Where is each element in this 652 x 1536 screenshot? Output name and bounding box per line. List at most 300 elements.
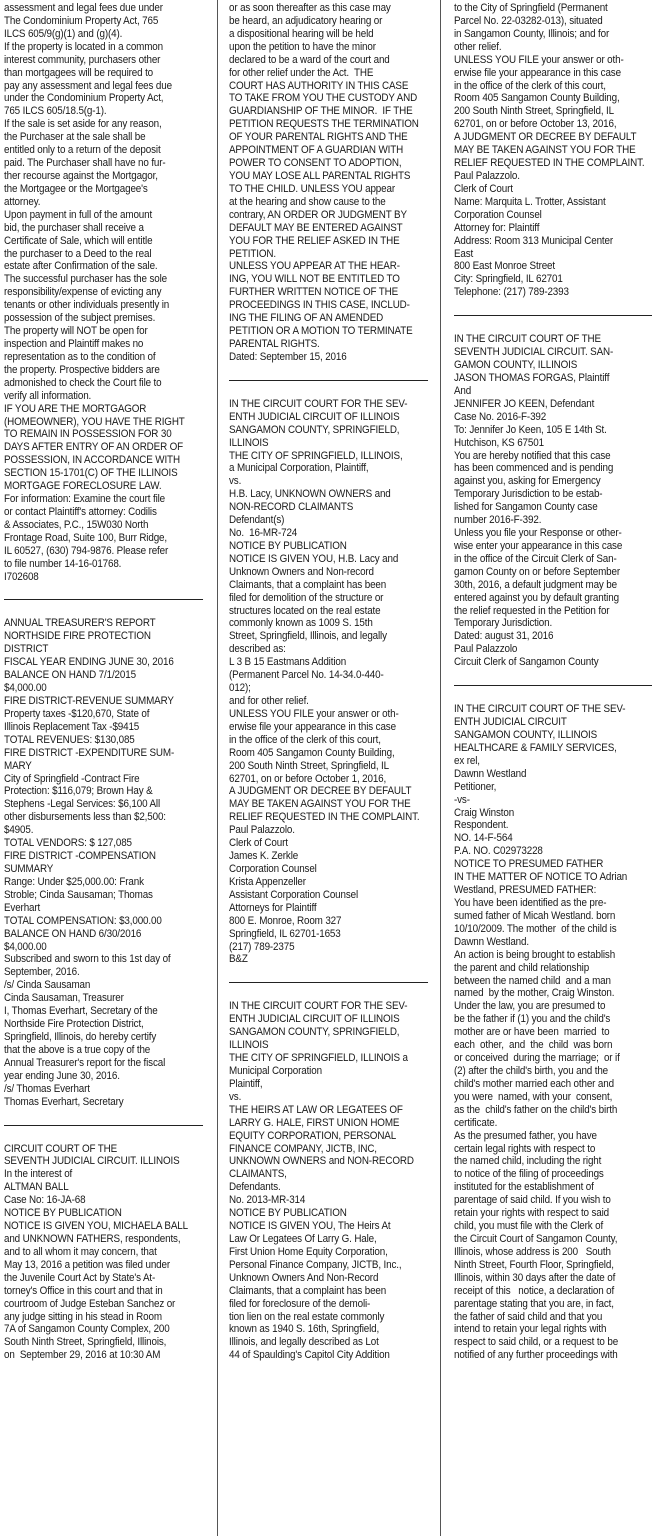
notice-line: IN THE CIRCUIT COURT OF THE SEV- <box>454 703 626 716</box>
notice-line: ENTH JUDICIAL CIRCUIT OF ILLINOIS <box>229 1013 400 1026</box>
notice-line: the father of said child and that you <box>454 1310 603 1323</box>
notice-line: parentage of said child. If you wish to <box>454 1194 611 1207</box>
notice-line: $4,000.00 <box>4 682 47 695</box>
notice-line: No. 2013-MR-314 <box>229 1194 306 1207</box>
notice-line: on September 29, 2016 at 10:30 AM <box>4 1349 161 1362</box>
notice-line: And <box>454 384 472 397</box>
notice-line: 800 E. Monroe, Room 327 <box>229 914 342 927</box>
notice-line: for other relief under the Act. THE <box>229 66 374 79</box>
notice-line: number 2016-F-392. <box>454 514 542 527</box>
notice-line: EQUITY CORPORATION, PERSONAL <box>229 1129 397 1142</box>
notice-line: possession of the subject premises. <box>4 312 156 325</box>
notice-line: To: Jennifer Jo Keen, 105 E 14th St. <box>454 423 607 436</box>
notice-line: ILCS 605/9(g)(1) and (g)(4). <box>4 27 123 40</box>
notice-line: responsibility/expense of evicting any <box>4 286 162 299</box>
notice-line: City: Springfield, IL 62701 <box>454 273 563 286</box>
notice-line: ING, YOU WILL NOT BE ENTITLED TO <box>229 273 400 286</box>
notice-line: Telephone: (217) 789-2393 <box>454 286 569 299</box>
notice-line: upon the petition to have the minor <box>229 40 376 53</box>
notice-line: I, Thomas Everhart, Secretary of the <box>4 1005 158 1018</box>
notice-line: NOTICE IS GIVEN YOU, The Heirs At <box>229 1220 391 1233</box>
notice-line: certificate. <box>454 1116 498 1129</box>
notice-line: Parcel No. 22-03282-013), situated <box>454 14 603 27</box>
notice-line: TOTAL VENDORS: $ 127,085 <box>4 837 132 850</box>
notice-line: as the child's father on the child's birth <box>454 1103 618 1116</box>
notice-line: other relief. <box>454 40 502 53</box>
column-2 <box>229 2 428 1362</box>
notice-line: (HOMEOWNER), YOU HAVE THE RIGHT <box>4 415 185 428</box>
notice-line: Range: Under $25,000.00: Frank <box>4 875 144 888</box>
notice-line: Illinois, whose address is 200 South <box>454 1245 611 1258</box>
notice-line: FINANCE COMPANY, JICTB, INC, <box>229 1142 377 1155</box>
notice-line: at the hearing and show cause to the <box>229 195 386 208</box>
notice-line: As the presumed father, you have <box>454 1129 597 1142</box>
notice-line: intend to retain your legal rights with <box>454 1323 607 1336</box>
notice-line: vs. <box>229 1090 242 1103</box>
notice-line: Personal Finance Company, JICTB, Inc., <box>229 1258 402 1271</box>
notice-line: Certificate of Sale, which will entitle <box>4 234 153 247</box>
notice-line: SEVENTH JUDICIAL CIRCUIT. ILLINOIS <box>4 1155 180 1168</box>
notice-line: Claimants, that a complaint has been <box>229 578 387 591</box>
legal-notice <box>4 617 203 1108</box>
notice-line: PARENTAL RIGHTS. <box>229 337 320 350</box>
notice-line: retain your rights with respect to said <box>454 1207 610 1220</box>
notice-line: instituted for the establishment of <box>454 1181 594 1194</box>
notice-line: Law Or Legatees Of Larry G. Hale, <box>229 1232 377 1245</box>
notice-line: a dispositional hearing will be held <box>229 27 374 40</box>
notice-line: Unknown Owners and Non-record <box>229 565 374 578</box>
notice-line: or as soon thereafter as this case may <box>229 2 391 14</box>
notice-line: Everhart <box>4 901 41 914</box>
notice-line: Subscribed and sworn to this 1st day of <box>4 953 171 966</box>
legal-notice <box>454 2 652 299</box>
notice-line: admonished to check the Court file to <box>4 376 162 389</box>
notice-line: B&Z <box>229 953 248 966</box>
notice-line: UNKNOWN OWNERS and NON-RECORD <box>229 1155 414 1168</box>
notice-line: For information: Examine the court file <box>4 493 166 506</box>
notice-line: Paul Palazzolo <box>454 643 518 656</box>
notice-line: ILLINOIS <box>229 436 269 449</box>
notice-separator <box>454 315 652 316</box>
notice-line: BALANCE ON HAND 7/1/2015 <box>4 669 136 682</box>
notice-line: 765 ILCS 605/18.5(g-1). <box>4 105 107 118</box>
notice-line: estate after Confirmation of the sale. <box>4 260 158 273</box>
notice-line: $4,000.00 <box>4 940 47 953</box>
notice-line: RELIEF REQUESTED IN THE COMPLAINT. <box>229 811 420 824</box>
notice-line: COURT HAS AUTHORITY IN THIS CASE <box>229 79 409 92</box>
notice-line: Thomas Everhart, Secretary <box>4 1095 124 1108</box>
notice-line: (217) 789-2375 <box>229 940 295 953</box>
notice-line: the Juvenile Court Act by State's At- <box>4 1271 156 1284</box>
notice-line: Stroble; Cinda Sausaman; Thomas <box>4 888 153 901</box>
notice-line: Dawnn Westland. <box>454 935 529 948</box>
notice-line: torney's Office in this court and that in <box>4 1284 163 1297</box>
notice-line: DISTRICT <box>4 643 49 656</box>
notice-line: ENTH JUDICIAL CIRCUIT OF ILLINOIS <box>229 410 400 423</box>
notice-line: THE CITY OF SPRINGFIELD, ILLINOIS, <box>229 449 403 462</box>
notice-line: IN THE CIRCUIT COURT FOR THE SEV- <box>229 1000 408 1013</box>
legal-notice <box>229 398 428 967</box>
notice-separator <box>4 599 203 600</box>
notice-line: Northside Fire Protection District, <box>4 1018 144 1031</box>
notice-line: entered against you by default granting <box>454 591 619 604</box>
notice-line: James K. Zerkle <box>229 850 299 863</box>
notice-line: TOTAL REVENUES: $130,085 <box>4 733 135 746</box>
notice-line: SANGAMON COUNTY, SPRINGFIELD, <box>229 423 400 436</box>
notice-line: POSSESSION, IN ACCORDANCE WITH <box>4 454 180 467</box>
notice-line: the parent and child relationship <box>454 961 590 974</box>
notice-line: You are hereby notified that this case <box>454 449 611 462</box>
notice-line: ENTH JUDICIAL CIRCUIT <box>454 716 567 729</box>
legal-notice <box>4 1143 203 1363</box>
notice-line: 7A of Sangamon County Complex, 200 <box>4 1323 170 1336</box>
notice-line: Plaintiff, <box>229 1077 263 1090</box>
notice-line: YOU MAY LOSE ALL PARENTAL RIGHTS <box>229 169 411 182</box>
notice-line: assessment and legal fees due under <box>4 2 163 14</box>
notice-line: PROCEEDINGS IN THIS CASE, INCLUD- <box>229 299 410 312</box>
notice-line: NOTICE BY PUBLICATION <box>4 1207 122 1220</box>
notice-line: has been commenced and is pending <box>454 462 614 475</box>
notice-line: NO. 14-F-564 <box>454 832 513 845</box>
notice-line: 800 East Monroe Street <box>454 260 555 273</box>
notice-line: parentage stating that you are, in fact, <box>454 1297 614 1310</box>
notice-line: IN THE MATTER OF NOTICE TO Adrian <box>454 871 628 884</box>
notice-line: attorney. <box>4 195 41 208</box>
notice-line: commonly known as 1009 S. 15th <box>229 617 373 630</box>
notice-line: East <box>454 247 474 260</box>
notice-line: RELIEF REQUESTED IN THE COMPLAINT. <box>454 157 645 170</box>
notice-line: Corporation Counsel <box>454 208 542 221</box>
notice-line: contrary, AN ORDER OR JUDGMENT BY <box>229 208 407 221</box>
notice-line: sumed father of Micah Westland. born <box>454 909 616 922</box>
notice-line: Illinois Replacement Tax -$9415 <box>4 720 140 733</box>
notice-line: than mortgagees will be required to <box>4 66 154 79</box>
notice-line: under the Condominium Property Act, <box>4 92 164 105</box>
notice-line: 200 South Ninth Street, Springfield, IL <box>454 105 614 118</box>
notice-line: 200 South Ninth Street, Springfield, IL <box>229 759 389 772</box>
notice-line: and UNKNOWN FATHERS, respondents, <box>4 1232 181 1245</box>
legal-notice <box>229 2 428 364</box>
notice-line: Name: Marquita L. Trotter, Assistant <box>454 195 606 208</box>
notice-line: DEFAULT MAY BE ENTERED AGAINST <box>229 221 403 234</box>
notice-line: September, 2016. <box>4 966 80 979</box>
notice-line: First Union Home Equity Corporation, <box>229 1245 388 1258</box>
notice-line: named by the mother, Craig Winston. <box>454 987 615 1000</box>
notice-separator <box>454 685 652 686</box>
notice-line: Springfield, IL 62701-1653 <box>229 927 341 940</box>
notice-line: Temporary Jurisdiction. <box>454 617 553 630</box>
notice-line: TO THE CHILD. UNLESS YOU appear <box>229 182 395 195</box>
notice-line: If the property is located in a common <box>4 40 163 53</box>
notice-line: Respondent. <box>454 819 509 832</box>
notice-line: Unless you file your Response or other- <box>454 527 622 540</box>
column-1 <box>4 2 203 1362</box>
notice-line: the named child, including the right <box>454 1155 602 1168</box>
notice-line: courtroom of Judge Esteban Sanchez or <box>4 1297 176 1310</box>
notice-line: you were named, with your consent, <box>454 1090 613 1103</box>
notice-line: FISCAL YEAR ENDING JUNE 30, 2016 <box>4 656 174 669</box>
legal-notice <box>229 1000 428 1362</box>
notice-line: DAYS AFTER ENTRY OF AN ORDER OF <box>4 441 184 454</box>
notice-line: UNLESS YOU APPEAR AT THE HEAR- <box>229 260 400 273</box>
notice-line: in Sangamon County, Illinois; and for <box>454 27 610 40</box>
notice-line: year ending June 30, 2016. <box>4 1069 120 1082</box>
notice-line: Dawnn Westland <box>454 767 527 780</box>
notice-line: MARY <box>4 759 32 772</box>
notice-line: ther recourse against the Mortgagor, <box>4 169 158 182</box>
notice-line: NORTHSIDE FIRE PROTECTION <box>4 630 151 643</box>
notice-line: JENNIFER JO KEEN, Defendant <box>454 397 595 410</box>
notice-line: PETITION. <box>229 247 276 260</box>
notice-line: and to all whom it may concern, that <box>4 1245 157 1258</box>
notice-line: MAY BE TAKEN AGAINST YOU FOR THE <box>454 144 636 157</box>
notice-line: NON-RECORD CLAIMANTS <box>229 501 354 514</box>
notice-line: Defendant(s) <box>229 514 285 527</box>
notice-line: Under the law, you are presumed to <box>454 1000 606 1013</box>
notice-line: IF YOU ARE THE MORTGAGOR <box>4 402 147 415</box>
notice-line: declared to be a ward of the court and <box>229 53 390 66</box>
notice-line: City of Springfield -Contract Fire <box>4 772 140 785</box>
notice-line: to file number 14-16-01768. <box>4 557 122 570</box>
notice-line: CIRCUIT COURT OF THE <box>4 1142 118 1155</box>
notice-line: structures located on the real estate <box>229 604 381 617</box>
notice-line: An action is being brought to establish <box>454 948 616 961</box>
notice-line: wise enter your appearance in this case <box>454 539 623 552</box>
notice-line: be the father if (1) you and the child's <box>454 1013 611 1026</box>
notice-line: paid. The Purchaser shall have no fur- <box>4 157 166 170</box>
notice-line: IN THE CIRCUIT COURT FOR THE SEV- <box>229 397 408 410</box>
notice-line: Case No. 2016-F-392 <box>454 410 547 423</box>
notice-line: each other, and the child was born <box>454 1039 613 1052</box>
notice-line: the Purchaser at the sale shall be <box>4 131 146 144</box>
notice-line: Municipal Corporation <box>229 1064 322 1077</box>
notice-line: LARRY G. HALE, FIRST UNION HOME <box>229 1116 400 1129</box>
notice-line: MAY BE TAKEN AGAINST YOU FOR THE <box>229 798 411 811</box>
notice-line: $4905. <box>4 824 34 837</box>
notice-line: Protection: $116,079; Brown Hay & <box>4 785 153 798</box>
notice-line: be heard, an adjudicatory hearing or <box>229 14 383 27</box>
notice-line: & Associates, P.C., 15W030 North <box>4 518 149 531</box>
notice-line: lished for Sangamon County case <box>454 501 598 514</box>
notice-line: SUMMARY <box>4 863 54 875</box>
notice-line: IN THE CIRCUIT COURT OF THE <box>454 333 601 346</box>
notice-line: TO TAKE FROM YOU THE CUSTODY AND <box>229 92 418 105</box>
notice-line: Upon payment in full of the amount <box>4 208 153 221</box>
notice-line: Corporation Counsel <box>229 863 317 875</box>
notice-line: Krista Appenzeller <box>229 875 306 888</box>
notice-line: Ninth Street, Fourth Floor, Springfield, <box>454 1258 614 1271</box>
notice-line: in the office of the clerk of this court, <box>454 79 606 92</box>
column-divider <box>217 0 218 1536</box>
notice-line: FIRE DISTRICT-REVENUE SUMMARY <box>4 695 174 708</box>
notice-line: filed for foreclosure of the demoli- <box>229 1297 371 1310</box>
notice-line: IL 60527, (630) 794-9876. Please refer <box>4 544 169 557</box>
notice-line: other disbursements less than $2,500: <box>4 811 166 824</box>
notice-line: Unknown Owners And Non-Record <box>229 1271 379 1284</box>
notice-line: If the sale is set aside for any reason, <box>4 118 162 131</box>
notice-line: the relief requested in the Petition for <box>454 604 610 617</box>
notice-line: PETITION OR A MOTION TO TERMINATE <box>229 325 413 338</box>
notice-line: Street, Springfield, Illinois, and legally <box>229 630 387 643</box>
notice-line: the purchaser to a Deed to the real <box>4 247 152 260</box>
notice-line: Attorneys for Plaintiff <box>229 901 317 914</box>
notice-line: Annual Treasurer's report for the fiscal <box>4 1056 166 1069</box>
notice-line: Assistant Corporation Counsel <box>229 888 359 901</box>
notice-line: gamon County on or before September <box>454 565 621 578</box>
notice-line: (Permanent Parcel No. 14-34.0-440- <box>229 669 384 682</box>
notice-line: 012); <box>229 682 251 695</box>
notice-line: Illinois, and legally described as Lot <box>229 1336 379 1349</box>
notice-line: described as: <box>229 643 286 656</box>
notice-line: The successful purchaser has the sole <box>4 273 167 286</box>
notice-line: known as 1940 S. 16th, Springfield, <box>229 1323 380 1336</box>
notice-line: tenants or other individuals presently in <box>4 299 170 312</box>
notice-line: Attorney for: Plaintiff <box>454 221 540 234</box>
notice-line: NOTICE IS GIVEN YOU, H.B. Lacy and <box>229 552 399 565</box>
notice-line: Westland, PRESUMED FATHER: <box>454 884 597 897</box>
notice-line: receipt of this notice, a declaration of <box>454 1284 615 1297</box>
notice-line: Hutchison, KS 67501 <box>454 436 544 449</box>
notice-line: -vs- <box>454 793 470 806</box>
notice-line: the Circuit Court of Sangamon County, <box>454 1232 618 1245</box>
notice-line: that the above is a true copy of the <box>4 1043 151 1056</box>
column-3 <box>454 2 652 1362</box>
notice-line: SANGAMON COUNTY, SPRINGFIELD, <box>229 1026 400 1039</box>
notice-line: representation as to the condition of <box>4 350 156 363</box>
notice-line: NOTICE BY PUBLICATION <box>229 539 347 552</box>
notice-line: tion lien on the real estate commonly <box>229 1310 385 1323</box>
notice-line: No. 16-MR-724 <box>229 527 298 540</box>
notice-line: notified of any further proceedings with <box>454 1349 618 1362</box>
legal-notice <box>4 2 203 583</box>
notice-line: child's mother married each other and <box>454 1077 614 1090</box>
notice-line: A JUDGMENT OR DECREE BY DEFAULT <box>454 131 637 144</box>
notice-line: the property. Prospective bidders are <box>4 363 160 376</box>
notice-line: ILLINOIS <box>229 1039 269 1052</box>
notice-line: in the office of the Circuit Clerk of San- <box>454 552 617 565</box>
notice-line: ANNUAL TREASURER'S REPORT <box>4 617 156 630</box>
notice-line: Circuit Clerk of Sangamon County <box>454 656 599 669</box>
notice-line: NOTICE BY PUBLICATION <box>229 1207 347 1220</box>
notice-line: the Mortgagee or the Mortgagee's <box>4 182 148 195</box>
notice-line: any judge sitting in his stead in Room <box>4 1310 162 1323</box>
notice-line: 10/10/2009. The mother of the child is <box>454 922 617 935</box>
notice-line: P.A. NO. C02973228 <box>454 845 543 858</box>
notice-line: Cinda Sausaman, Treasurer <box>4 992 124 1005</box>
notice-line: Dated: September 15, 2016 <box>229 350 347 363</box>
notice-line: JASON THOMAS FORGAS, Plaintiff <box>454 371 610 384</box>
notice-line: Dated: august 31, 2016 <box>454 630 554 643</box>
notice-line: 44 of Spaulding's Capitol City Addition <box>229 1349 390 1362</box>
notice-line: /s/ Cinda Sausaman <box>4 979 91 992</box>
notice-line: CLAIMANTS, <box>229 1168 287 1181</box>
notice-line: and for other relief. <box>229 695 309 708</box>
column-divider <box>440 0 441 1536</box>
notice-line: 62701, on or before October 13, 2016, <box>454 118 617 131</box>
notice-separator <box>229 982 428 983</box>
notice-line: May 13, 2016 a petition was filed under <box>4 1258 170 1271</box>
notice-line: certain legal rights with respect to <box>454 1142 596 1155</box>
notice-line: Craig Winston <box>454 806 515 819</box>
notice-line: H.B. Lacy, UNKNOWN OWNERS and <box>229 488 391 501</box>
notice-line: UNLESS YOU FILE your answer or oth- <box>454 53 624 66</box>
legal-notice <box>454 703 652 1362</box>
notice-line: NOTICE TO PRESUMED FATHER <box>454 858 604 871</box>
notice-line: vs. <box>229 475 242 488</box>
notice-line: The property will NOT be open for <box>4 325 148 338</box>
notice-line: or conceived during the marriage; or if <box>454 1052 620 1065</box>
notice-line: (2) after the child's birth, you and the <box>454 1064 609 1077</box>
notice-line: erwise file your appearance in this case <box>229 720 396 733</box>
notice-line: A JUDGMENT OR DECREE BY DEFAULT <box>229 785 412 798</box>
notice-line: a Municipal Corporation, Plaintiff, <box>229 462 369 475</box>
notice-line: Frontage Road, Suite 100, Burr Ridge, <box>4 531 167 544</box>
notice-line: Property taxes -$120,670, State of <box>4 707 150 720</box>
notice-line: Address: Room 313 Municipal Center <box>454 234 614 247</box>
notice-line: Paul Palazzolo. <box>229 824 295 837</box>
notice-line: Case No: 16-JA-68 <box>4 1194 86 1207</box>
notice-line: UNLESS YOU FILE your answer or oth- <box>229 707 399 720</box>
notice-line: GUARDIANSHIP OF THE MINOR. IF THE <box>229 105 413 118</box>
notice-line: bid, the purchaser shall receive a <box>4 221 144 234</box>
notice-line: GAMON COUNTY, ILLINOIS <box>454 359 578 372</box>
notice-line: Claimants, that a complaint has been <box>229 1284 387 1297</box>
notice-line: /s/ Thomas Everhart <box>4 1082 90 1095</box>
notice-line: The Condominium Property Act, 765 <box>4 14 159 27</box>
notice-line: to notice of the filing of proceedings <box>454 1168 604 1181</box>
notice-line: SECTION 15-1701(C) OF THE ILLINOIS <box>4 467 178 480</box>
notice-line: Stephens -Legal Services: $6,100 All <box>4 798 161 811</box>
notice-line: Paul Palazzolo. <box>454 169 520 182</box>
notice-line: filed for demolition of the structure or <box>229 591 384 604</box>
notice-line: erwise file your appearance in this case <box>454 66 621 79</box>
notice-line: Petitioner, <box>454 780 497 793</box>
notice-line: APPOINTMENT OF A GUARDIAN WITH <box>229 144 404 157</box>
notice-line: THE CITY OF SPRINGFIELD, ILLINOIS a <box>229 1052 408 1065</box>
notice-line: verify all information. <box>4 389 92 402</box>
notice-line: BALANCE ON HAND 6/30/2016 <box>4 927 142 940</box>
notice-line: Clerk of Court <box>229 837 288 850</box>
notice-line: ex rel, <box>454 754 480 767</box>
notice-line: Room 405 Sangamon County Building, <box>454 92 620 105</box>
notice-line: Defendants. <box>229 1181 281 1194</box>
legal-notice <box>454 333 652 669</box>
notice-line: entitled only to a return of the deposit <box>4 144 161 157</box>
notice-line: between the named child and a man <box>454 974 611 987</box>
notice-line: THE HEIRS AT LAW OR LEGATEES OF <box>229 1103 403 1116</box>
notice-line: SANGAMON COUNTY, ILLINOIS <box>454 729 598 742</box>
notice-separator <box>229 380 428 381</box>
notice-line: SEVENTH JUDICIAL CIRCUIT. SAN- <box>454 346 614 359</box>
notice-line: Clerk of Court <box>454 182 513 195</box>
notice-line: Room 405 Sangamon County Building, <box>229 746 395 759</box>
notice-line: mother are or have been married to <box>454 1026 610 1039</box>
notice-line: child, you must file with the Clerk of <box>454 1220 604 1233</box>
notice-line: respect to said child, or a request to be <box>454 1336 619 1349</box>
notice-line: TO REMAIN IN POSSESSION FOR 30 <box>4 428 172 441</box>
notice-line: against you, asking for Emergency <box>454 475 601 488</box>
notice-line: TOTAL COMPENSATION: $3,000.00 <box>4 914 162 927</box>
notice-line: OF YOUR PARENTAL RIGHTS AND THE <box>229 131 408 144</box>
notice-line: FIRE DISTRICT -EXPENDITURE SUM- <box>4 746 175 759</box>
notice-separator <box>4 1125 203 1126</box>
notice-line: in the office of the clerk of this court, <box>229 733 381 746</box>
notice-line: pay any assessment and legal fees due <box>4 79 172 92</box>
notice-line: 62701, on or before October 1, 2016, <box>229 772 387 785</box>
notice-line: South Ninth Street, Springfield, Illinois, <box>4 1336 167 1349</box>
notice-line: FURTHER WRITTEN NOTICE OF THE <box>229 286 399 299</box>
notice-line: YOU FOR THE RELIEF ASKED IN THE <box>229 234 400 247</box>
